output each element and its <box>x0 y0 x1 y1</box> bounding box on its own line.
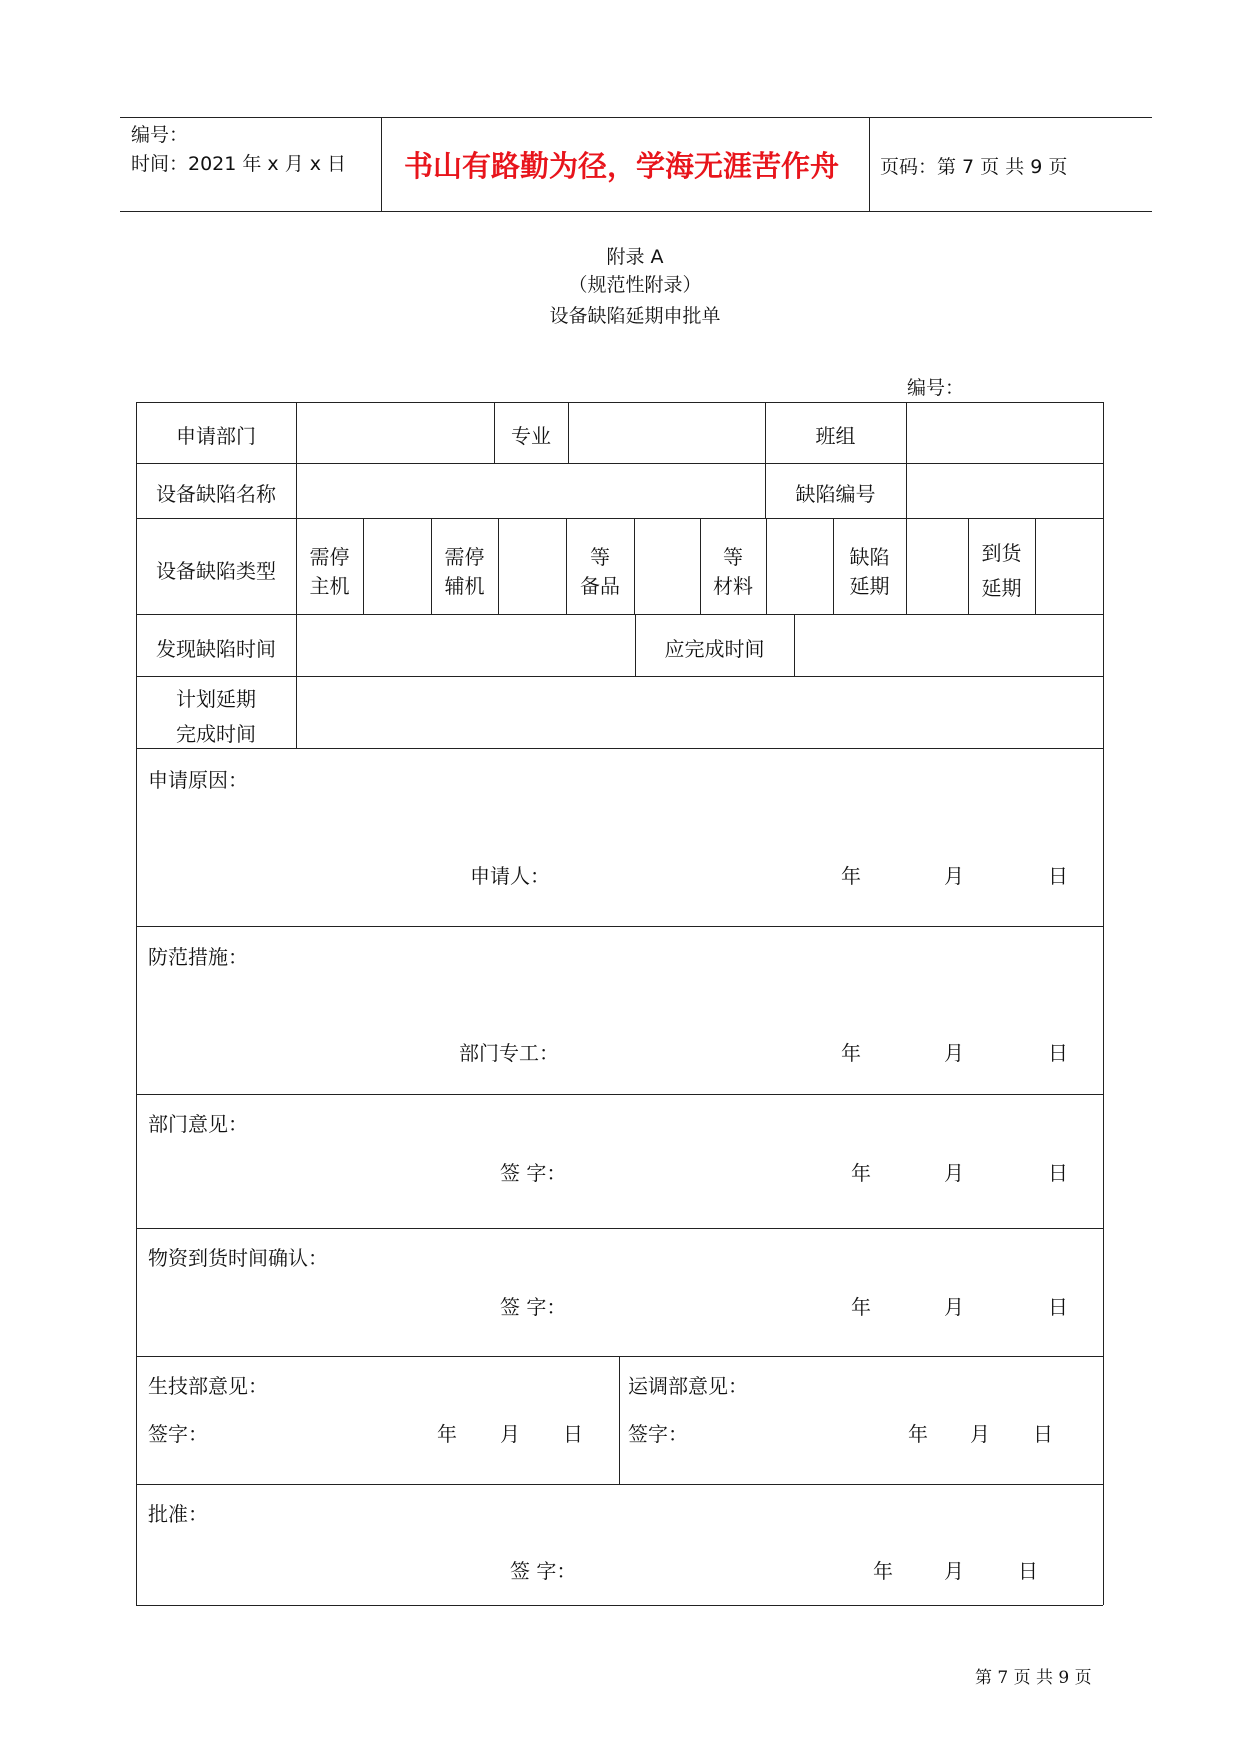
material-signer: 签 字： <box>500 1295 567 1319</box>
table-right-border <box>1103 402 1104 1605</box>
reason-month: 月 <box>944 864 964 888</box>
prevention-signer: 部门专工： <box>459 1041 559 1065</box>
option-line: 等 <box>590 545 610 569</box>
header-number-label: 编号： <box>131 124 189 146</box>
option-line: 缺陷 <box>849 545 890 569</box>
table-rule <box>136 614 1103 615</box>
tech-dept-year: 年 <box>437 1422 457 1446</box>
appendix-label: 附录 A <box>606 246 664 268</box>
header-page-label: 页码：第 7 页 共 9 页 <box>880 156 1068 178</box>
option-line: 延期 <box>981 576 1022 600</box>
reason-year: 年 <box>841 864 861 888</box>
header-bottom-rule <box>120 211 1152 212</box>
option-line: 辅机 <box>444 574 485 598</box>
dispatch-dept-signer: 签字： <box>628 1422 688 1446</box>
tech-dept-month: 月 <box>500 1422 520 1446</box>
option-line: 等 <box>723 545 743 569</box>
material-day: 日 <box>1048 1295 1068 1319</box>
label-defect-name: 设备缺陷名称 <box>156 482 276 506</box>
table-rule <box>136 518 1103 519</box>
label-team: 班组 <box>815 424 856 448</box>
dept-opinion-signer: 签 字： <box>500 1161 567 1185</box>
table-rule <box>136 1484 1103 1485</box>
material-year: 年 <box>851 1295 871 1319</box>
row3-divider <box>906 518 907 614</box>
reason-day: 日 <box>1048 864 1068 888</box>
dept-opinion-day: 日 <box>1048 1161 1068 1185</box>
prevention-year: 年 <box>841 1041 861 1065</box>
prevention-month: 月 <box>944 1041 964 1065</box>
label-plan-line1: 计划延期 <box>176 687 256 711</box>
approval-signer: 签 字： <box>510 1559 577 1583</box>
row1-divider <box>568 402 569 463</box>
dispatch-dept-year: 年 <box>908 1422 928 1446</box>
option-line: 材料 <box>713 574 753 598</box>
table-rule <box>136 463 1103 464</box>
header-time-label: 时间：2021 年 x 月 x 日 <box>131 153 347 175</box>
label-defect-no: 缺陷编号 <box>795 482 876 506</box>
reason-signer: 申请人： <box>470 864 550 888</box>
opinion-split-divider <box>619 1356 620 1484</box>
table-rule <box>136 676 1103 677</box>
header-divider-right <box>869 117 870 211</box>
header-motto: 书山有路勤为径，学海无涯苦作舟 <box>404 149 840 183</box>
table-rule <box>136 402 1103 403</box>
dept-opinion-month: 月 <box>944 1161 964 1185</box>
header-top-rule <box>120 117 1152 118</box>
row3-divider <box>634 518 635 614</box>
label-found-time: 发现缺陷时间 <box>156 637 276 661</box>
row3-divider <box>498 518 499 614</box>
dept-opinion-year: 年 <box>851 1161 871 1185</box>
row3-divider <box>1035 518 1036 614</box>
label-plan-line2: 完成时间 <box>176 722 256 746</box>
label-defect-type: 设备缺陷类型 <box>156 559 276 583</box>
label-apply-dept: 申请部门 <box>176 424 256 448</box>
material-title: 物资到货时间确认： <box>148 1246 328 1270</box>
approval-day: 日 <box>1018 1559 1038 1583</box>
tech-dept-title: 生技部意见： <box>148 1374 268 1398</box>
dispatch-dept-title: 运调部意见： <box>628 1374 748 1398</box>
table-rule <box>136 748 1103 749</box>
form-number-label: 编号： <box>907 377 965 399</box>
table-rule <box>136 926 1103 927</box>
table-rule <box>136 1094 1103 1095</box>
tech-dept-day: 日 <box>563 1422 583 1446</box>
option-line: 备品 <box>580 574 620 598</box>
label-specialty: 专业 <box>511 424 551 448</box>
table-rule <box>136 1228 1103 1229</box>
option-line: 到货 <box>981 541 1022 565</box>
option-line: 需停 <box>444 545 485 569</box>
normative-label: （规范性附录） <box>568 274 702 296</box>
label-due-time: 应完成时间 <box>664 637 765 661</box>
dispatch-dept-month: 月 <box>970 1422 990 1446</box>
option-line: 需停 <box>309 545 350 569</box>
table-rule <box>136 1605 1103 1606</box>
tech-dept-signer: 签字： <box>148 1422 208 1446</box>
prevention-title: 防范措施： <box>148 945 248 969</box>
material-month: 月 <box>944 1295 964 1319</box>
option-line: 延期 <box>849 574 890 598</box>
dispatch-dept-day: 日 <box>1033 1422 1053 1446</box>
form-title: 设备缺陷延期申批单 <box>549 305 721 327</box>
row3-divider <box>363 518 364 614</box>
row1-divider <box>906 402 907 518</box>
row3-divider <box>766 518 767 614</box>
reason-title: 申请原因： <box>148 768 248 792</box>
approval-month: 月 <box>944 1559 964 1583</box>
approval-title: 批准： <box>148 1502 208 1526</box>
option-line: 主机 <box>309 574 350 598</box>
approval-year: 年 <box>873 1559 893 1583</box>
footer-page-number: 第 7 页 共 9 页 <box>975 1668 1092 1688</box>
prevention-day: 日 <box>1048 1041 1068 1065</box>
header-divider-left <box>381 117 382 211</box>
row4-divider <box>794 614 795 676</box>
dept-opinion-title: 部门意见： <box>148 1112 248 1136</box>
